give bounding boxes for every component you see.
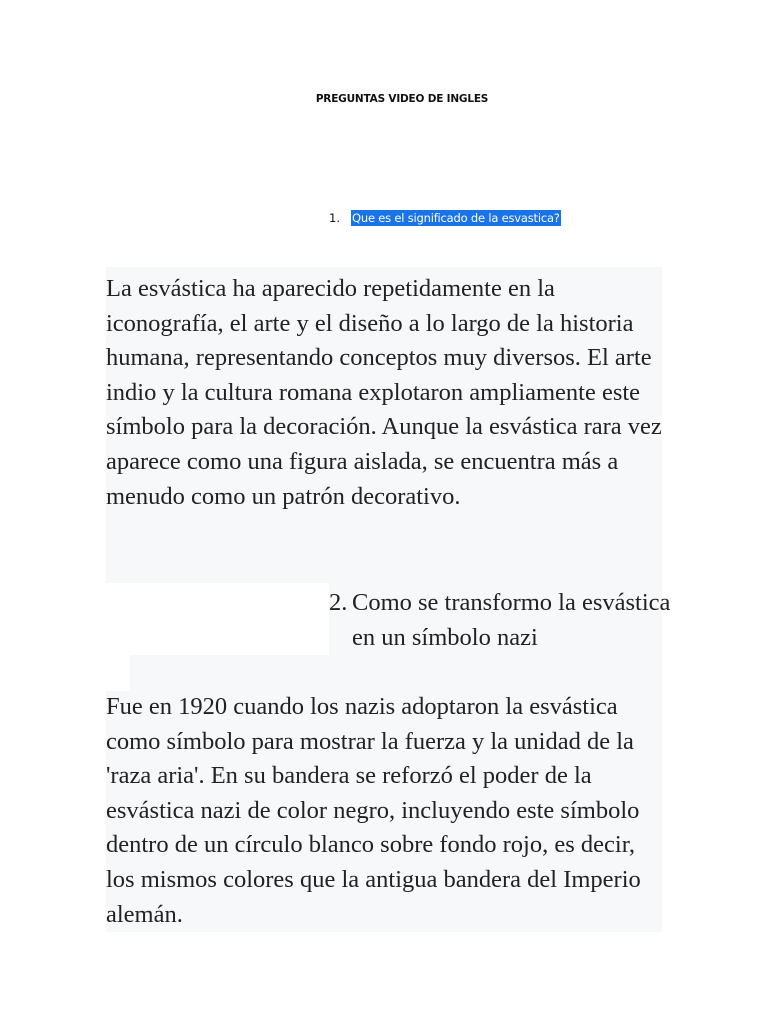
question-2-text: Como se transformo la esvástica en un símbolo nazi	[352, 589, 671, 651]
document-title: PREGUNTAS VIDEO DE INGLES	[315, 93, 489, 105]
question-1-text-selected[interactable]: Que es el significado de la esvastica?	[352, 211, 560, 225]
answer-2-paragraph: Fue en 1920 cuando los nazis adoptaron la esvástica como símbolo para mostrar la fuerza y la unidad de la 'raza aria'. En su bandera se reforzó el poder de la esvástica nazi de color negro, incluyendo este símbolo dentro de un círculo blanco sobre fondo rojo, es decir, los mismos colores que la antigua bandera del Imperio alemán.	[106, 693, 641, 928]
gap-shade	[130, 655, 662, 691]
question-2-number: 2.	[329, 589, 348, 616]
question-1	[329, 211, 561, 225]
answer-1-paragraph: La esvástica ha aparecido repetidamente en la iconografía, el arte y el diseño a lo largo de la historia humana, representando conceptos muy diversos. El arte indio y la cultura romana explotaron ampliamente este símbolo para la decoración. Aunque la esvástica rara vez aparece como una figura aislada, se encuentra más a menudo como un patrón decorativo.	[106, 275, 662, 510]
question-1-number: 1.	[329, 211, 340, 225]
